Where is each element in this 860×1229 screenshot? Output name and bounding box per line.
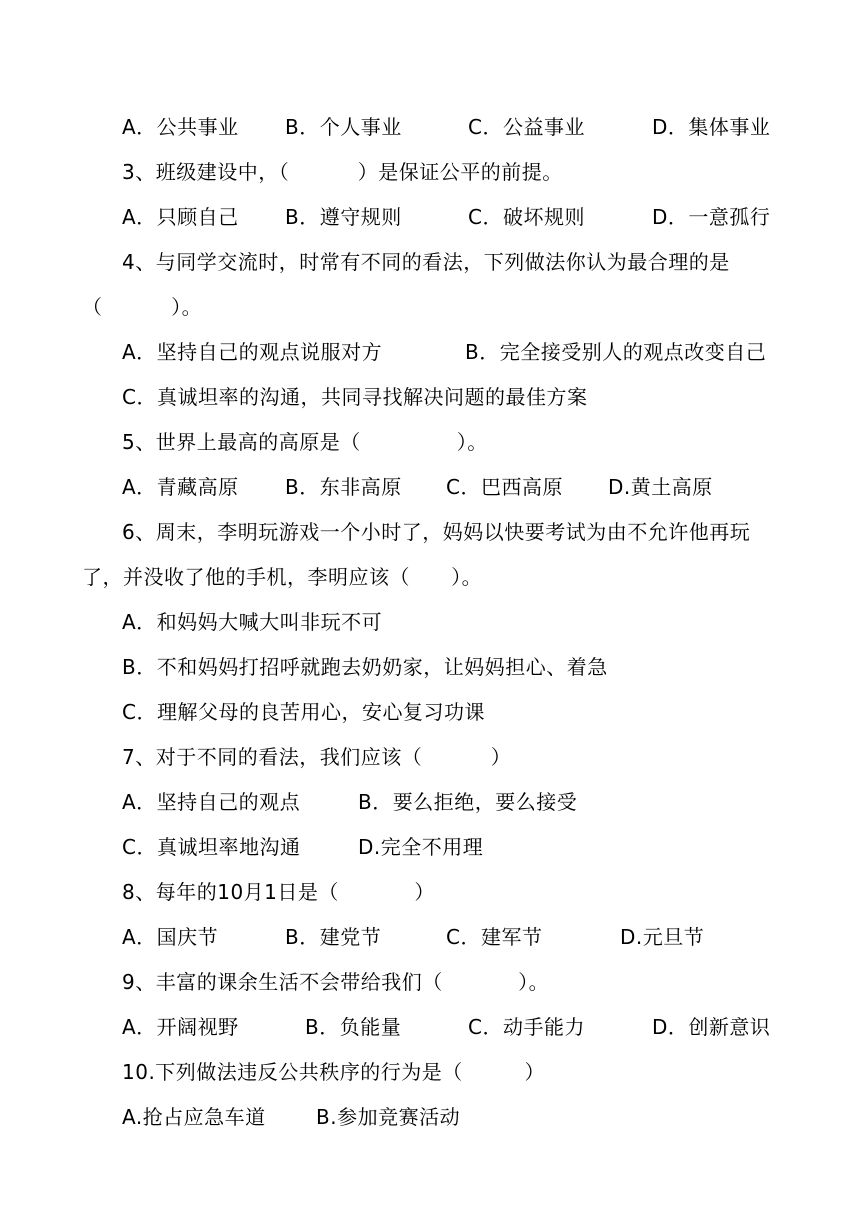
option-a: A．和妈妈大喊大叫非玩不可	[122, 610, 383, 634]
option-d: D．集体事业	[652, 115, 771, 139]
option-b: B．负能量	[305, 1015, 402, 1039]
options-line	[0, 1011, 771, 1043]
question-8	[0, 876, 435, 908]
question-text: 9、丰富的课余生活不会带给我们（ ）。	[122, 970, 550, 994]
option-c: C．破坏规则	[468, 205, 585, 229]
question-text: 5、世界上最高的高原是（ ）。	[122, 430, 488, 454]
question-text: 6、周末，李明玩游戏一个小时了，妈妈以快要考试为由不允许他再玩	[122, 520, 751, 544]
options-line	[0, 1101, 461, 1133]
option-c: C．动手能力	[468, 1015, 585, 1039]
question-3	[0, 156, 563, 188]
option-a: A．国庆节	[122, 925, 219, 949]
option-a: A．坚持自己的观点说服对方	[122, 340, 383, 364]
options-line	[0, 111, 771, 143]
question-4-blank	[0, 291, 203, 323]
option-d: D.黄土高原	[608, 475, 713, 499]
question-9	[0, 966, 550, 998]
option-a-line	[0, 606, 383, 638]
question-4	[0, 246, 730, 278]
option-c: C．建军节	[446, 925, 543, 949]
question-text-cont: 了，并没收了他的手机，李明应该（ ）。	[82, 565, 483, 589]
option-b: B.参加竞赛活动	[316, 1105, 461, 1129]
option-b: B．东非高原	[285, 475, 402, 499]
option-a: A．开阔视野	[122, 1015, 239, 1039]
options-line	[0, 786, 578, 818]
question-5	[0, 426, 488, 458]
question-text-cont: （ ）。	[82, 295, 203, 319]
question-6	[0, 516, 751, 548]
options-line	[0, 336, 767, 368]
options-line	[0, 921, 705, 953]
option-a: A．公共事业	[122, 115, 239, 139]
option-c: C．公益事业	[468, 115, 585, 139]
option-a: A．坚持自己的观点	[122, 790, 301, 814]
options-line	[0, 471, 713, 503]
option-b: B．遵守规则	[285, 205, 402, 229]
option-a: A.抢占应急车道	[122, 1105, 266, 1129]
option-b: B．不和妈妈打招呼就跑去奶奶家，让妈妈担心、着急	[122, 655, 608, 679]
option-c: C．真诚坦率地沟通	[122, 835, 301, 859]
question-text: 10.下列做法违反公共秩序的行为是（ ）	[122, 1060, 546, 1084]
option-a: A．青藏高原	[122, 475, 239, 499]
option-b-line	[0, 651, 608, 683]
option-c-line	[0, 696, 485, 728]
question-7	[0, 741, 512, 773]
question-text: 3、班级建设中，（ ）是保证公平的前提。	[122, 160, 563, 184]
option-b: B．建党节	[285, 925, 382, 949]
option-b: B．个人事业	[285, 115, 402, 139]
option-a: A．只顾自己	[122, 205, 239, 229]
option-d: D.元旦节	[620, 925, 705, 949]
option-b: B．要么拒绝，要么接受	[358, 790, 578, 814]
options-line	[0, 201, 771, 233]
question-text: 4、与同学交流时，时常有不同的看法，下列做法你认为最合理的是	[122, 250, 730, 274]
option-d: D.完全不用理	[358, 835, 484, 859]
option-c: C．真诚坦率的沟通，共同寻找解决问题的最佳方案	[122, 385, 588, 409]
option-c: C．理解父母的良苦用心，安心复习功课	[122, 700, 485, 724]
question-text: 8、每年的10月1日是（ ）	[122, 880, 435, 904]
question-6-cont	[0, 561, 483, 593]
option-d: D．创新意识	[652, 1015, 771, 1039]
question-text: 7、对于不同的看法，我们应该（ ）	[122, 745, 512, 769]
options-line	[0, 831, 484, 863]
option-c: C．巴西高原	[446, 475, 563, 499]
option-c-line	[0, 381, 588, 413]
option-b: B．完全接受别人的观点改变自己	[465, 340, 767, 364]
option-d: D．一意孤行	[652, 205, 771, 229]
question-10	[0, 1056, 546, 1088]
